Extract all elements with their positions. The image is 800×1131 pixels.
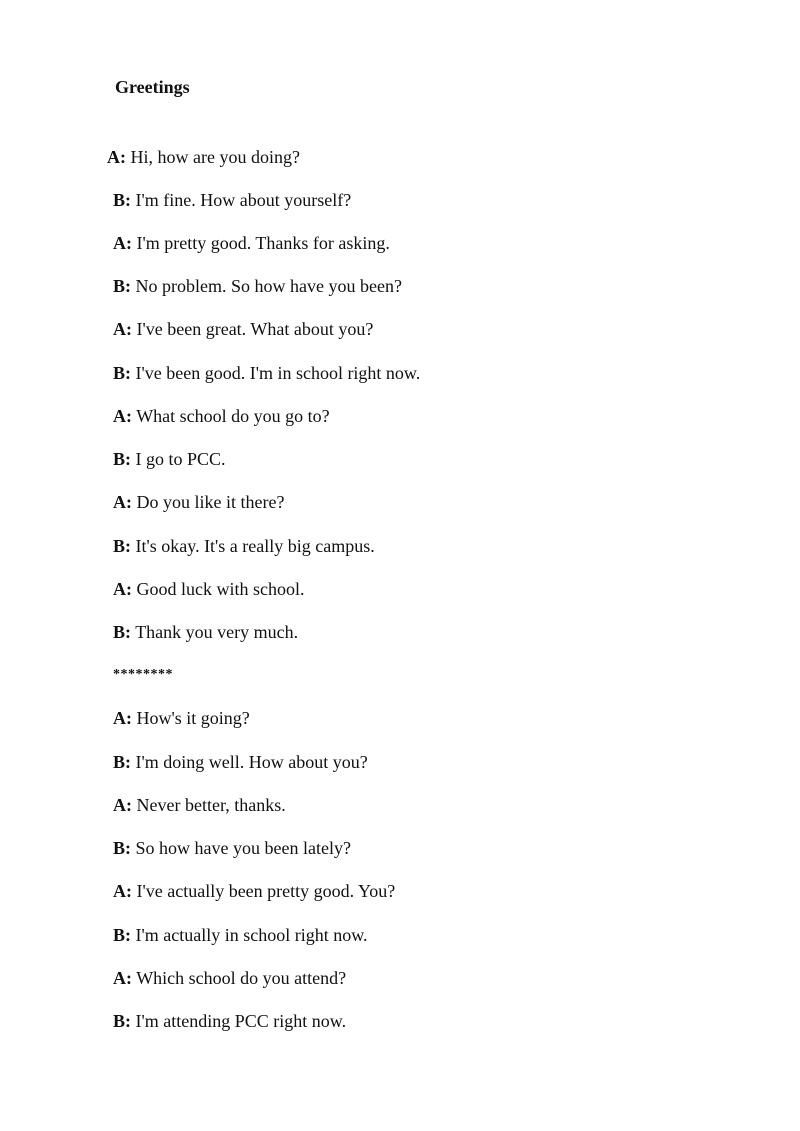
speaker-label: B: <box>113 190 131 210</box>
speaker-label: B: <box>113 363 131 383</box>
line-text: What school do you go to? <box>136 406 330 426</box>
line-text: It's okay. It's a really big campus. <box>135 536 375 556</box>
line-text: I'm fine. How about yourself? <box>135 190 352 210</box>
dialogue-line <box>113 491 284 513</box>
speaker-label: B: <box>113 752 131 772</box>
speaker-label: A: <box>113 492 132 512</box>
dialogue-line <box>113 362 420 384</box>
line-text: I go to PCC. <box>135 449 226 469</box>
speaker-label: A: <box>107 147 126 167</box>
dialogue-line <box>113 924 368 946</box>
dialogue-line <box>113 751 368 773</box>
dialogue-line <box>113 275 402 297</box>
dialogue-line <box>113 1010 346 1032</box>
dialogue-line <box>113 794 286 816</box>
line-text: So how have you been lately? <box>135 838 351 858</box>
dialogue-line <box>113 448 226 470</box>
speaker-label: A: <box>113 319 132 339</box>
dialogue-line <box>113 405 330 427</box>
speaker-label: A: <box>113 708 132 728</box>
line-text: Good luck with school. <box>136 579 305 599</box>
dialogue-line <box>113 535 375 557</box>
dialogue-line <box>113 880 395 902</box>
speaker-label: A: <box>113 579 132 599</box>
dialogue-line <box>113 621 298 643</box>
line-text: I've been good. I'm in school right now. <box>135 363 421 383</box>
section-separator: ******** <box>113 667 173 682</box>
speaker-label: A: <box>113 233 132 253</box>
dialogue-line <box>113 967 346 989</box>
dialogue-line <box>113 232 390 254</box>
speaker-label: B: <box>113 1011 131 1031</box>
speaker-label: B: <box>113 622 131 642</box>
line-text: Do you like it there? <box>136 492 285 512</box>
line-text: I'm actually in school right now. <box>135 925 368 945</box>
line-text: How's it going? <box>136 708 250 728</box>
dialogue-line <box>113 318 373 340</box>
dialogue-line <box>113 578 305 600</box>
line-text: Which school do you attend? <box>136 968 347 988</box>
speaker-label: A: <box>113 881 132 901</box>
line-text: I've actually been pretty good. You? <box>136 881 396 901</box>
speaker-label: B: <box>113 838 131 858</box>
speaker-label: A: <box>113 968 132 988</box>
speaker-label: A: <box>113 406 132 426</box>
dialogue-line <box>113 707 250 729</box>
line-text: I've been great. What about you? <box>136 319 374 339</box>
speaker-label: B: <box>113 449 131 469</box>
line-text: Never better, thanks. <box>136 795 286 815</box>
speaker-label: A: <box>113 795 132 815</box>
speaker-label: B: <box>113 536 131 556</box>
speaker-label: B: <box>113 276 131 296</box>
dialogue-line <box>107 146 300 168</box>
line-text: Thank you very much. <box>135 622 299 642</box>
line-text: I'm doing well. How about you? <box>135 752 368 772</box>
line-text: No problem. So how have you been? <box>135 276 402 296</box>
line-text: I'm attending PCC right now. <box>135 1011 347 1031</box>
line-text: Hi, how are you doing? <box>130 147 300 167</box>
speaker-label: B: <box>113 925 131 945</box>
document-title: Greetings <box>115 77 190 97</box>
dialogue-line <box>113 189 351 211</box>
line-text: I'm pretty good. Thanks for asking. <box>136 233 390 253</box>
dialogue-line <box>113 837 351 859</box>
